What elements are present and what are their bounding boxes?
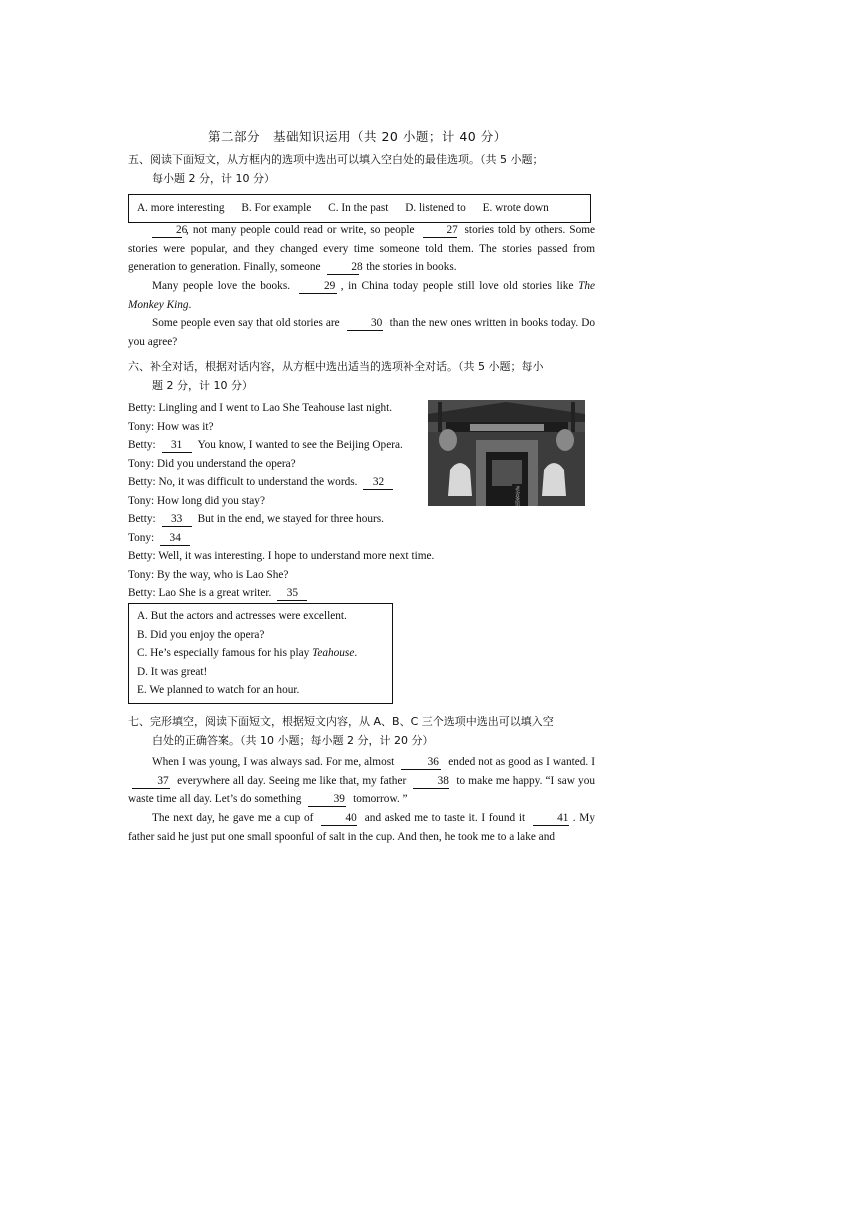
dialogue-line-3 [128, 436, 438, 455]
blank-30[interactable]: 30 [347, 316, 383, 331]
line-text: Tony: How long did you stay? [128, 494, 265, 507]
line-text: Betty: No, it was difficult to understand the words. [128, 476, 358, 488]
option-text: . [354, 647, 358, 659]
dialogue-line-8 [128, 529, 438, 548]
blank-32[interactable]: 32 [363, 475, 393, 490]
blank-40[interactable]: 40 [321, 811, 357, 826]
line-text: Betty: [128, 513, 156, 525]
section5-heading-line1: 五、阅读下面短文，从方框内的选项中选出可以填入空白处的最佳选项。（共 5 小题； [128, 153, 544, 166]
text: , not many people could read or write, so people [186, 224, 415, 236]
italic-title: The Monkey King [128, 280, 596, 311]
section6-heading-line2: 题 2 分，计 10 分） [152, 378, 253, 392]
text: and asked me to taste it. I found it [364, 812, 526, 824]
blank-31[interactable]: 31 [162, 438, 192, 453]
dialogue-option-c [137, 644, 384, 663]
section5-paragraph-1 [128, 221, 595, 277]
option-c: C. In the past [328, 202, 389, 214]
option-d: D. listened to [405, 202, 466, 214]
dialogue-option-e: E. We planned to watch for an hour. [137, 684, 300, 696]
dialogue [128, 399, 438, 603]
dialogue-option-d: D. It was great! [137, 665, 208, 678]
section5-heading [128, 151, 608, 188]
dialogue-line-1 [128, 399, 438, 418]
section7-heading-line1: 七、完形填空，阅读下面短文，根据短文内容，从 A、B、C 三个选项中选出可以填入空 [128, 715, 554, 728]
text: , in China today people still love old stories like [340, 280, 574, 292]
dialogue-line-5 [128, 473, 438, 492]
section5-heading-line2: 每小题 2 分，计 10 分） [152, 171, 275, 185]
text: tomorrow. ” [353, 793, 408, 805]
dialogue-line-9 [128, 547, 438, 566]
section6-heading [128, 358, 608, 395]
line-text: Tony: How was it? [128, 420, 214, 433]
dialogue-line-6 [128, 492, 438, 511]
line-text: Tony: Did you understand the opera? [128, 457, 296, 470]
section5-paragraph-3 [128, 314, 595, 351]
blank-37[interactable]: 37 [132, 774, 170, 789]
dialogue-option-a: A. But the actors and actresses were excellent. [137, 610, 347, 622]
section5-paragraph-2 [128, 277, 595, 314]
teahouse-illustration [428, 400, 585, 506]
dialogue-line-4 [128, 455, 438, 474]
blank-36[interactable]: 36 [401, 755, 441, 770]
text: . My father said he just put one small spoonful of salt in the cup. And then, he took me to a lake and [128, 812, 595, 843]
blank-28[interactable]: 28 [327, 260, 359, 275]
teahouse-photo [428, 400, 585, 506]
blank-35[interactable]: 35 [277, 586, 307, 601]
section7-heading [128, 713, 608, 750]
option-b: B. For example [241, 202, 312, 214]
text: . [188, 298, 192, 311]
text: ended not as good as I wanted. I [448, 756, 596, 768]
option-text: C. He’s especially famous for his play [137, 647, 310, 659]
line-text: Betty: Well, it was interesting. I hope to understand more next time. [128, 550, 435, 562]
text: Some people even say that old stories are [152, 317, 340, 329]
blank-27[interactable]: 27 [423, 223, 457, 238]
option-a: A. more interesting [137, 202, 225, 214]
line-text: Tony: By the way, who is Lao She? [128, 568, 289, 581]
section7-paragraph-1 [128, 753, 595, 809]
line-text: Betty: Lingling and I went to Lao She Teahouse last night. [128, 402, 393, 414]
text: Many people love the books. [152, 280, 291, 292]
section7-heading-line2: 白处的正确答案。（共 10 小题；每小题 2 分，计 20 分） [152, 733, 434, 747]
blank-26[interactable]: 26 [152, 223, 182, 238]
text: The next day, he gave me a cup of [152, 812, 314, 824]
dialogue-line-10 [128, 566, 438, 585]
line-text: But in the end, we stayed for three hours. [197, 513, 384, 525]
blank-33[interactable]: 33 [162, 512, 192, 527]
text: than the new ones written in books today. Do you agree? [128, 317, 595, 348]
blank-38[interactable]: 38 [413, 774, 449, 789]
line-text: You know, I wanted to see the Beijing Opera. [197, 439, 403, 451]
line-text: Betty: [128, 439, 156, 451]
photo-sign-text: 老舍茶馆 [514, 486, 520, 506]
section5-options-box [128, 194, 591, 223]
text: stories told by others. Some stories were popular, and they changed every time someone told them. The stories passed from generation to generation. Finally, someone [128, 224, 596, 273]
text: the stories in books. [366, 261, 457, 273]
option-e: E. wrote down [482, 202, 549, 214]
text: When I was young, I was always sad. For me, almost [152, 756, 395, 768]
dialogue-line-2 [128, 418, 438, 437]
line-text: Betty: Lao She is a great writer. [128, 587, 272, 599]
blank-34[interactable]: 34 [160, 531, 190, 546]
section6-heading-line1: 六、补全对话，根据对话内容，从方框中选出适当的选项补全对话。（共 5 小题；每小 [128, 360, 544, 373]
line-text: Tony: [128, 531, 155, 544]
dialogue-option-b: B. Did you enjoy the opera? [137, 628, 265, 641]
blank-29[interactable]: 29 [299, 279, 337, 294]
text: everywhere all day. Seeing me like that, my father [177, 774, 407, 787]
option-italic: Teahouse [312, 647, 355, 659]
blank-39[interactable]: 39 [308, 792, 346, 807]
section6-options-box [128, 603, 393, 704]
text: to make me happy. “I saw you waste time all day. Let’s do something [128, 774, 595, 805]
dialogue-line-7 [128, 510, 438, 529]
section7-paragraph-2 [128, 809, 595, 846]
dialogue-line-11 [128, 584, 438, 603]
part-title: 第二部分 基础知识运用（共 20 小题；计 40 分） [208, 129, 507, 144]
blank-41[interactable]: 41 [533, 811, 569, 826]
